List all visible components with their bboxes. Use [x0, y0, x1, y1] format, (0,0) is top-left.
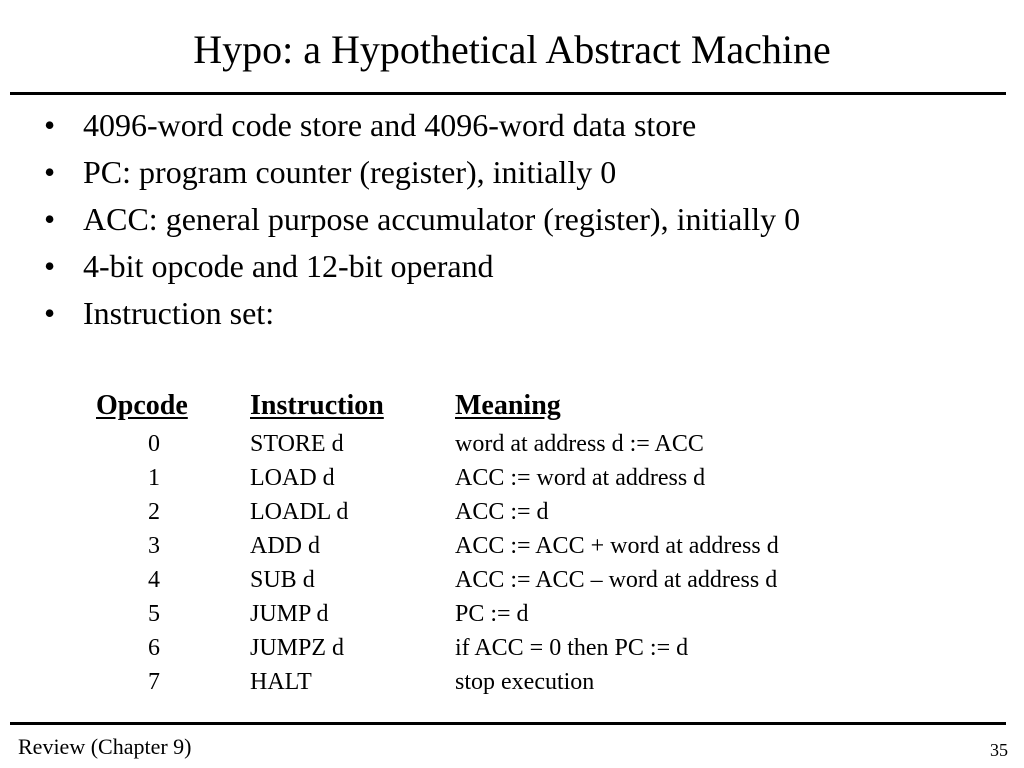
bullet-dot: •: [44, 107, 56, 143]
opcode-cell: 3: [148, 533, 160, 559]
bullet-item: [44, 196, 800, 243]
instruction-cell: HALT: [250, 669, 312, 695]
table-row: [0, 596, 1024, 630]
bullet-text: PC: program counter (register), initially 0: [83, 154, 617, 190]
bullet-dot: •: [44, 248, 56, 284]
table-row: [0, 528, 1024, 562]
instruction-cell: ADD d: [250, 533, 320, 559]
bullet-dot: •: [44, 201, 56, 237]
opcode-cell: 5: [148, 601, 160, 627]
instruction-cell: JUMPZ d: [250, 635, 345, 661]
bullet-text: ACC: general purpose accumulator (register), initially 0: [83, 201, 801, 237]
bullet-dot: •: [44, 154, 56, 190]
meaning-cell: PC := d: [455, 601, 529, 627]
instruction-cell: SUB d: [250, 567, 315, 593]
bullet-item: [44, 290, 800, 337]
title-divider: [10, 92, 1006, 95]
table-row: [0, 460, 1024, 494]
instruction-cell: STORE d: [250, 431, 344, 457]
opcode-cell: 0: [148, 431, 160, 457]
opcode-cell: 4: [148, 567, 160, 593]
footer-caption: Review (Chapter 9): [18, 734, 192, 759]
table-row: [0, 664, 1024, 698]
meaning-cell: ACC := d: [455, 499, 549, 525]
table-header-row: [0, 390, 1024, 426]
instruction-cell: JUMP d: [250, 601, 329, 627]
footer-divider: [10, 722, 1006, 725]
bullet-item: [44, 149, 800, 196]
bullet-text: 4096-word code store and 4096-word data store: [83, 107, 697, 143]
bullet-item: [44, 243, 800, 290]
instruction-cell: LOAD d: [250, 465, 335, 491]
bullet-text: 4-bit opcode and 12-bit operand: [83, 248, 494, 284]
bullet-item: [44, 102, 800, 149]
table-row: [0, 562, 1024, 596]
bullet-text: Instruction set:: [83, 295, 275, 331]
meaning-cell: ACC := ACC + word at address d: [455, 533, 779, 559]
bullet-list: [44, 102, 800, 337]
opcode-header: Opcode: [96, 390, 188, 421]
instruction-header: Instruction: [250, 390, 384, 421]
meaning-cell: ACC := word at address d: [455, 465, 706, 491]
instruction-set-table: [0, 390, 1024, 698]
meaning-cell: word at address d := ACC: [455, 431, 704, 457]
instruction-cell: LOADL d: [250, 499, 349, 525]
meaning-cell: stop execution: [455, 669, 595, 695]
meaning-cell: if ACC = 0 then PC := d: [455, 635, 689, 661]
opcode-cell: 6: [148, 635, 160, 661]
opcode-cell: 7: [148, 669, 160, 695]
page-number: 35: [990, 740, 1008, 760]
meaning-cell: ACC := ACC – word at address d: [455, 567, 778, 593]
table-row: [0, 630, 1024, 664]
table-row: [0, 494, 1024, 528]
opcode-cell: 2: [148, 499, 160, 525]
bullet-dot: •: [44, 295, 56, 331]
slide-title: Hypo: a Hypothetical Abstract Machine: [193, 27, 831, 72]
table-row: [0, 426, 1024, 460]
opcode-cell: 1: [148, 465, 160, 491]
meaning-header: Meaning: [455, 390, 561, 421]
